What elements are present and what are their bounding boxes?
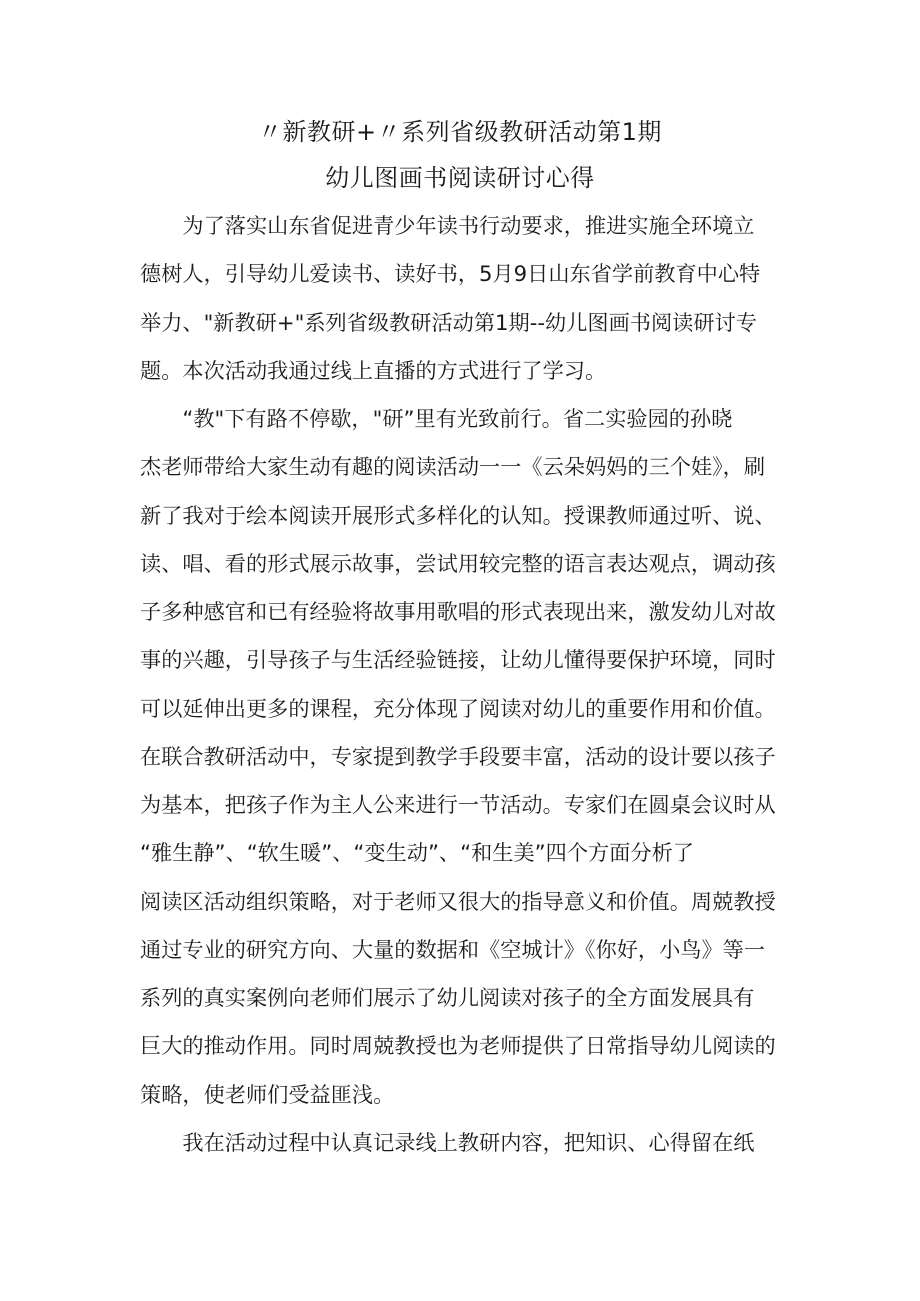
body-line: 在联合教研活动中，专家提到教学手段要丰富，活动的设计要以孩子 bbox=[140, 744, 776, 769]
body-line: 事的兴趣，引导孩子与生活经验链接，让幼儿懂得要保护环境，同时 bbox=[140, 647, 776, 672]
body-line: “雅生静”、“软生暖”、“变生动”、“和生美”四个方面分析了 bbox=[140, 840, 694, 865]
body-line: 系列的真实案例向老师们展示了幼儿阅读对孩子的全方面发展具有 bbox=[140, 985, 755, 1010]
body-line: 读、唱、看的形式展示故事，尝试用较完整的语言表达观点，调动孩 bbox=[140, 551, 776, 576]
body-line: 新了我对于绘本阅读开展形式多样化的认知。授课教师通过听、说、 bbox=[140, 503, 776, 528]
body-line: 策略，使老师们受益匪浅。 bbox=[140, 1082, 395, 1107]
body-line: 可以延伸出更多的课程，充分体现了阅读对幼儿的重要作用和价值。 bbox=[140, 696, 776, 721]
body-line: 为了落实山东省促进青少年读书行动要求，推进实施全环境立 bbox=[140, 213, 755, 238]
body-line: 杰老师带给大家生动有趣的阅读活动一一《云朵妈妈的三个娃》，刷 bbox=[140, 454, 766, 479]
body-line: 题。本次活动我通过线上直播的方式进行了学习。 bbox=[140, 358, 607, 383]
body-line: “教"下有路不停歇，"研”里有光致前行。省二实验园的孙晓 bbox=[140, 406, 733, 431]
document-title: 〃新教研+〃系列省级教研活动第1期 bbox=[258, 118, 662, 146]
body-line: 通过专业的研究方向、大量的数据和《空城计》《你好，小鸟》等一 bbox=[140, 937, 766, 962]
body-line: 德树人，引导幼儿爱读书、读好书，5月9日山东省学前教育中心特 bbox=[140, 261, 761, 286]
body-line: 举力、"新教研+"系列省级教研活动第1期--幼儿图画书阅读研讨专 bbox=[140, 310, 757, 335]
body-line: 阅读区活动组织策略，对于老师又很大的指导意义和价值。周兢教授 bbox=[140, 889, 776, 914]
body-line: 我在活动过程中认真记录线上教研内容，把知识、心得留在纸 bbox=[140, 1130, 755, 1155]
document-subtitle: 幼儿图画书阅读研讨心得 bbox=[325, 164, 595, 192]
body-line: 为基本，把孩子作为主人公来进行一节活动。专家们在圆桌会议时从 bbox=[140, 792, 776, 817]
body-line: 子多种感官和已有经验将故事用歌唱的形式表现出来，激发幼儿对故 bbox=[140, 599, 776, 624]
body-line: 巨大的推动作用。同时周兢教授也为老师提供了日常指导幼儿阅读的 bbox=[140, 1033, 776, 1058]
